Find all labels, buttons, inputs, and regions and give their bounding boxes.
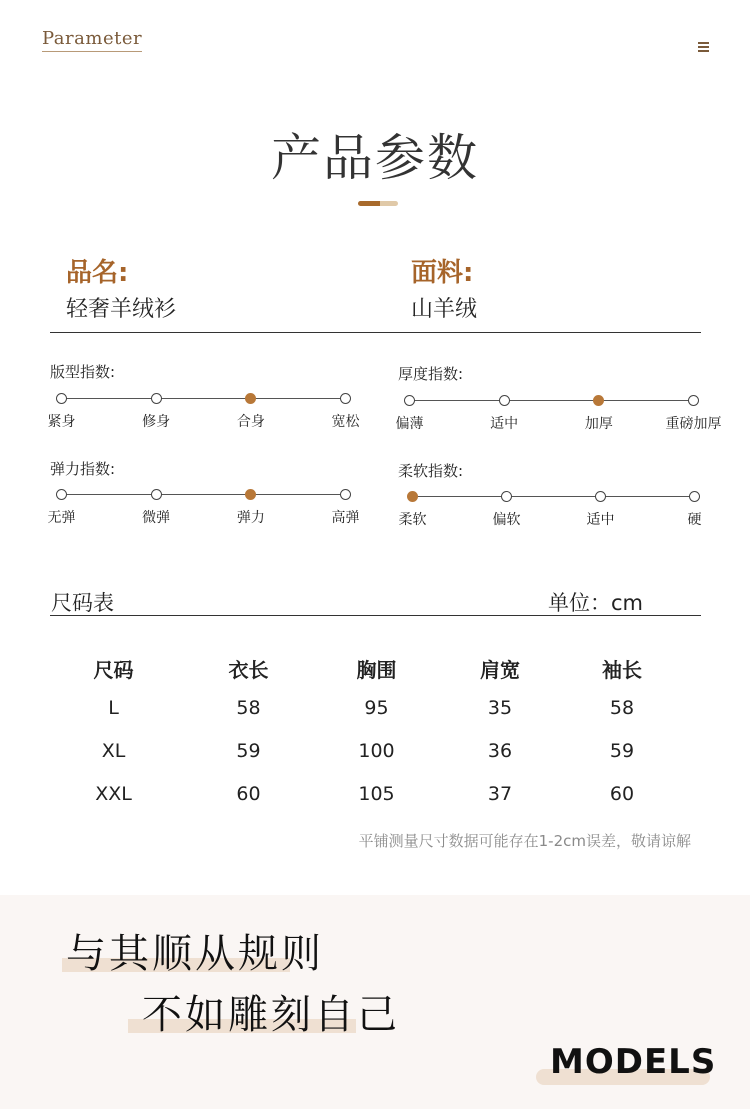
column-header: 胸围 — [356, 657, 397, 682]
measurement-note: 平铺测量尺寸数据可能存在1-2cm误差，敬请谅解 — [358, 832, 691, 850]
table-cell: 60 — [609, 782, 635, 805]
scale-option-label: 紧身 — [47, 414, 76, 430]
table-header-row — [50, 650, 677, 686]
table-cell: XL — [101, 739, 126, 762]
table-cell: 60 — [236, 782, 261, 805]
scale-option-label: 高弹 — [331, 510, 360, 526]
table-cell: 35 — [487, 696, 513, 719]
fabric-label: 面料: — [411, 258, 474, 288]
scale-option-label: 柔软 — [398, 512, 427, 528]
scale-option-label: 加厚 — [584, 416, 613, 432]
table-cell: 100 — [358, 739, 395, 762]
product-name-label: 品名: — [66, 258, 129, 288]
scale-option-label: 宽松 — [331, 414, 360, 430]
scale-option-label: 适中 — [490, 416, 519, 432]
table-cell: 37 — [487, 782, 513, 805]
size-table — [50, 650, 677, 815]
scale-track — [412, 496, 695, 497]
table-row — [50, 686, 677, 729]
scale-dot — [689, 491, 700, 502]
fit-index-title: 版型指数: — [50, 363, 116, 381]
scale-dot-selected — [245, 393, 256, 404]
unit-label: 单位：cm — [548, 591, 644, 615]
thickness-index-title: 厚度指数: — [398, 365, 464, 383]
scale-option-label: 修身 — [142, 414, 171, 430]
table-cell: 59 — [609, 739, 635, 762]
slogan-line-1: 与其顺从规则 — [66, 931, 324, 977]
scale-option-label: 偏软 — [492, 512, 521, 528]
table-cell: 59 — [236, 739, 261, 762]
thickness-index-scale — [395, 395, 722, 435]
models-label: MODELS — [550, 1042, 717, 1082]
scale-dot-selected — [245, 489, 256, 500]
scale-option-label: 弹力 — [236, 510, 265, 526]
slogan-line-2: 不如雕刻自己 — [142, 992, 400, 1038]
scale-dot — [151, 393, 162, 404]
elasticity-index-scale — [47, 489, 360, 529]
divider — [50, 332, 701, 333]
scale-dot-selected — [593, 395, 604, 406]
scale-option-label: 无弹 — [47, 510, 76, 526]
brand-logo: Parameter — [42, 28, 142, 52]
column-header: 袖长 — [602, 657, 642, 682]
scale-dot — [56, 489, 67, 500]
fit-index-scale — [47, 393, 360, 433]
table-cell: 58 — [609, 696, 635, 719]
scale-option-label: 硬 — [687, 512, 702, 528]
fabric-value: 山羊绒 — [411, 297, 478, 322]
table-row — [50, 772, 677, 815]
scale-dot — [499, 395, 510, 406]
scale-option-label: 合身 — [236, 414, 265, 430]
size-chart-title: 尺码表 — [51, 591, 114, 615]
title-underline — [358, 201, 398, 206]
elasticity-index-title: 弹力指数: — [50, 460, 116, 478]
scale-track — [61, 494, 346, 495]
menu-icon[interactable] — [698, 42, 709, 54]
divider — [50, 615, 701, 616]
table-cell: 58 — [236, 696, 261, 719]
table-row — [50, 729, 677, 772]
scale-option-label: 重磅加厚 — [665, 416, 722, 432]
scale-dot — [595, 491, 606, 502]
scale-dot-selected — [407, 491, 418, 502]
product-name-value: 轻奢羊绒衫 — [66, 297, 177, 322]
scale-track — [409, 400, 694, 401]
table-cell: L — [108, 696, 119, 719]
scale-dot — [404, 395, 415, 406]
scale-option-label: 偏薄 — [395, 416, 424, 432]
table-cell: 36 — [487, 739, 513, 762]
scale-option-label: 微弹 — [142, 510, 171, 526]
softness-index-scale — [398, 491, 702, 531]
table-cell: 95 — [364, 696, 389, 719]
table-cell: XXL — [95, 782, 132, 805]
scale-option-label: 适中 — [586, 512, 615, 528]
scale-dot — [151, 489, 162, 500]
scale-dot — [340, 393, 351, 404]
softness-index-title: 柔软指数: — [398, 462, 464, 480]
scale-track — [61, 398, 346, 399]
scale-dot — [56, 393, 67, 404]
scale-dot — [501, 491, 512, 502]
column-header: 尺码 — [93, 657, 134, 682]
column-header: 衣长 — [228, 657, 269, 682]
scale-dot — [340, 489, 351, 500]
page-title: 产品参数 — [271, 129, 479, 187]
scale-dot — [688, 395, 699, 406]
column-header: 肩宽 — [480, 657, 520, 682]
table-cell: 105 — [358, 782, 395, 805]
